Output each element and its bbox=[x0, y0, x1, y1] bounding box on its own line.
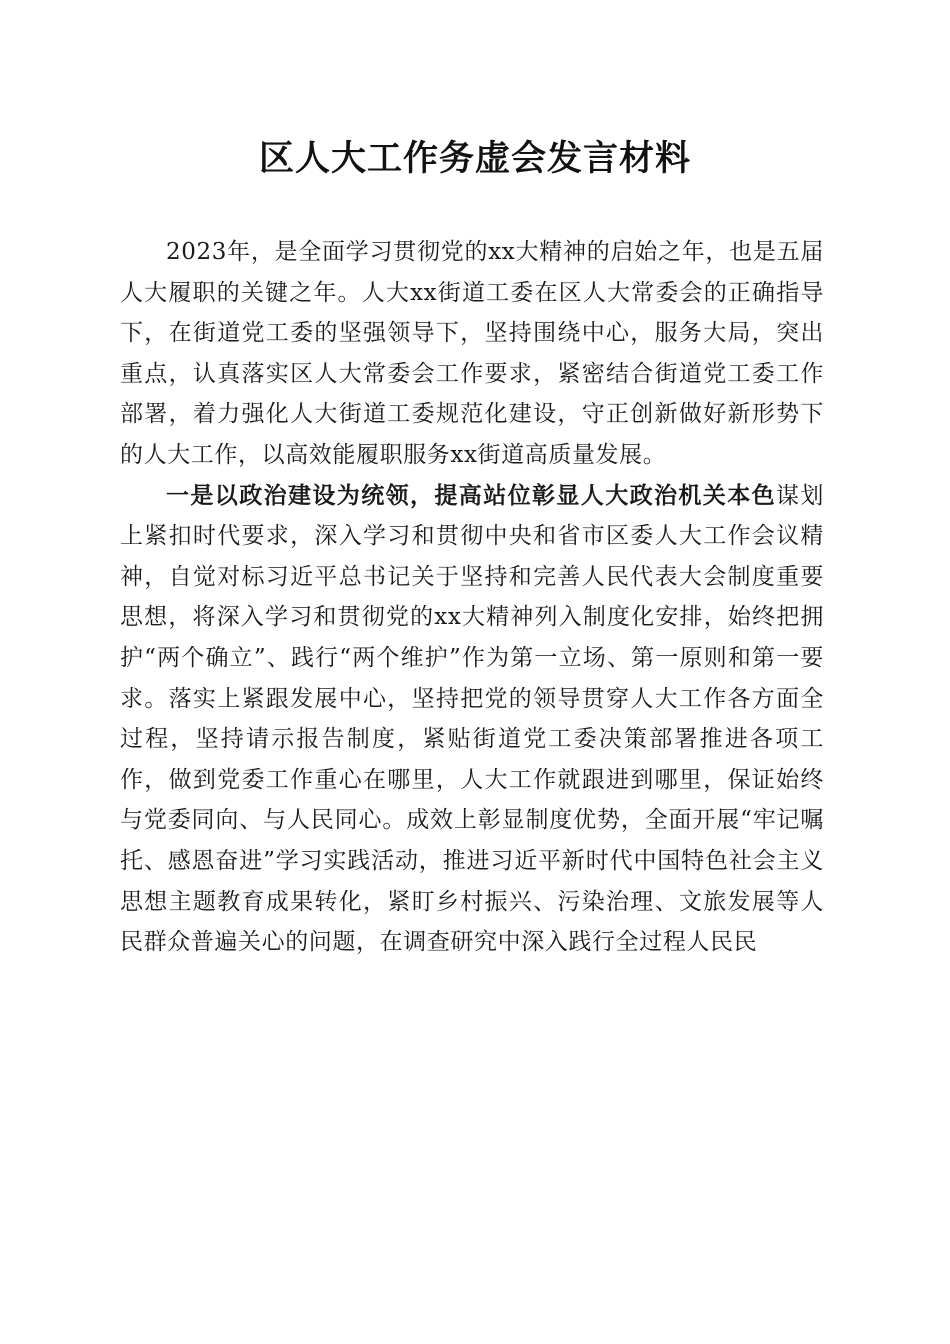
document-title: 区人大工作务虚会发言材料 bbox=[258, 138, 691, 179]
paragraph-intro bbox=[120, 232, 824, 476]
document-body bbox=[120, 232, 824, 963]
paragraph-heading: 一是以政治建设为统领，提高站位彰显人大政治机关本色 bbox=[166, 481, 776, 509]
paragraph-intro-text: 2023年，是全面学习贯彻党的xx大精神的启始之年，也是五届人大履职的关键之年。人大xx街道工委在区人大常委会的正确指导下，在街道党工委的坚强领导下，坚持围绕中心，服务大局，突出重点，认真落实区人大常委会工作要求，紧密结合街道党工委工作部署，着力强化人大街道工委规范化建设，守正创新做好新形势下的人大工作，以高效能履职服务xx街道高质量发展。 bbox=[120, 239, 824, 468]
paragraph-political-construction bbox=[120, 476, 824, 963]
paragraph-body-text: 谋划上紧扣时代要求，深入学习和贯彻中央和省市区委人大工作会议精神，自觉对标习近平总书记关于坚持和完善人民代表大会制度重要思想，将深入学习和贯彻党的xx大精神列入制度化安排，始终把拥护“两个确立”、践行“两个维护”作为第一立场、第一原则和第一要求。落实上紧跟发展中心，坚持把党的领导贯穿人大工作各方面全过程，坚持请示报告制度，紧贴街道党工委决策部署推进各项工作，做到党委工作重心在哪里，人大工作就跟进到哪里，保证始终与党委同向、与人民同心。成效上彰显制度优势，全面开展“牢记嘱托、感恩奋进”学习实践活动，推进习近平新时代中国特色社会主义思想主题教育成果转化，紧盯乡村振兴、污染治理、文旅发展等人民群众普遍关心的问题，在调查研究中深入践行全过程人民民 bbox=[120, 482, 825, 956]
